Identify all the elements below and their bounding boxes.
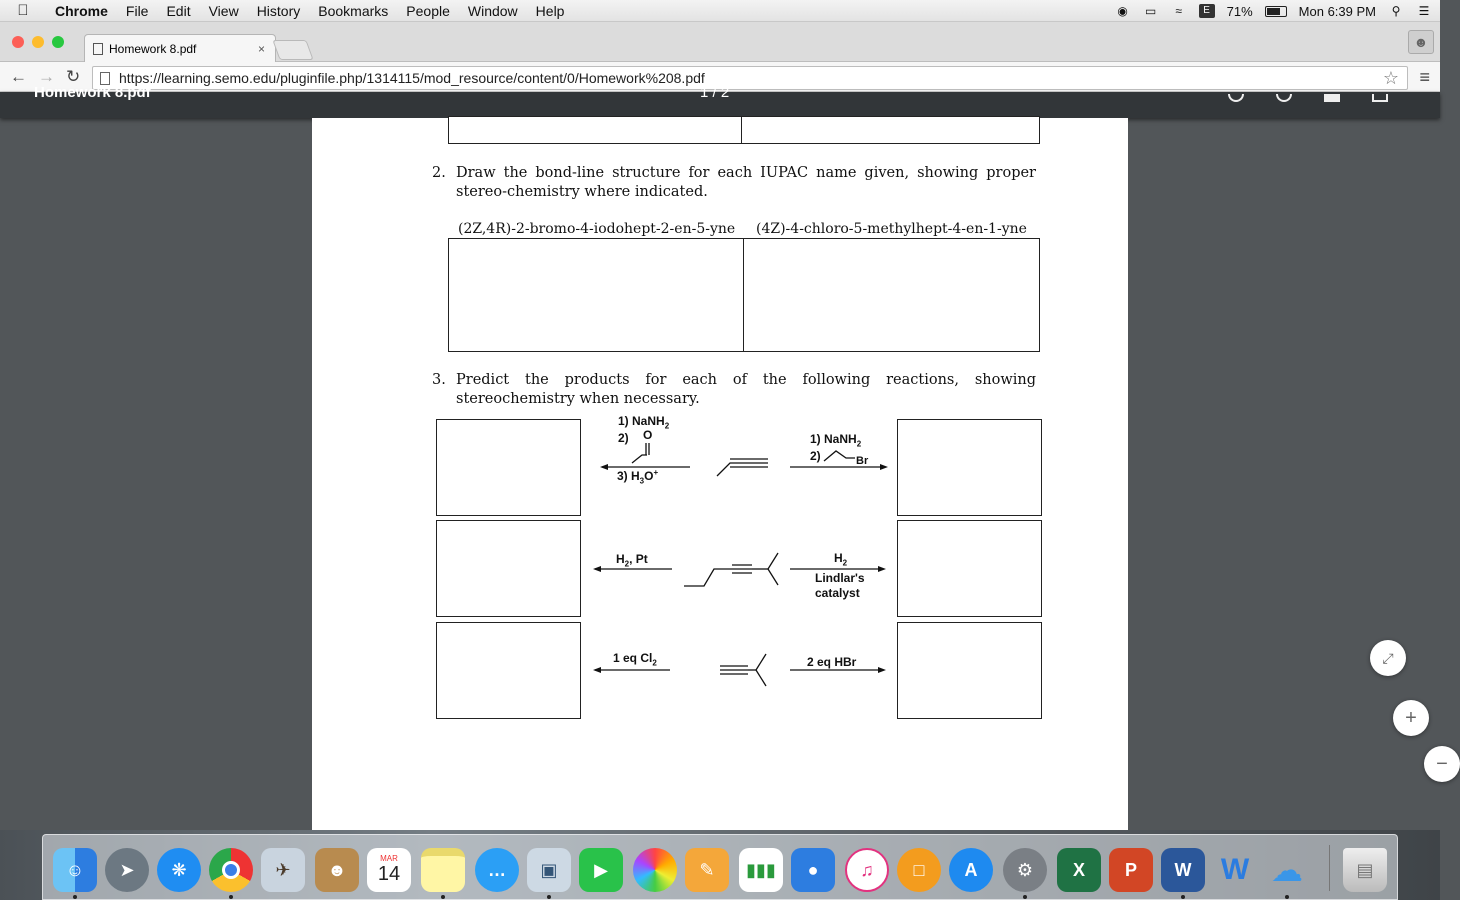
macos-dock — [42, 834, 1398, 900]
fit-to-page-button[interactable]: ⤢ — [1370, 640, 1406, 676]
tab-title: Homework 8.pdf — [109, 41, 197, 56]
product-box-r1-right — [897, 419, 1042, 516]
r1-allyl-bromide-structure — [824, 451, 855, 461]
launchpad-icon[interactable]: ➤ — [105, 848, 149, 892]
onedrive-cloud-icon[interactable]: ☁ — [1271, 852, 1303, 888]
q3-number: 3. — [432, 372, 446, 388]
finder-icon[interactable]: ☺ — [53, 848, 97, 892]
q2-answer-box — [448, 238, 1040, 352]
tab-close-button[interactable]: × — [257, 41, 265, 56]
reload-icon[interactable]: ↻ — [66, 67, 81, 86]
q1-answer-box-left — [448, 116, 742, 144]
pdf-page — [312, 118, 1128, 830]
powerpoint-icon[interactable]: P — [1109, 848, 1153, 892]
system-preferences-icon[interactable]: ⚙ — [1003, 848, 1047, 892]
keyboard-input-icon[interactable]: E — [1199, 4, 1215, 18]
r2-left-reagent: $H_2$, Pt — [616, 552, 648, 569]
menu-help[interactable]: Help — [535, 2, 565, 19]
window-close-button[interactable] — [12, 36, 24, 48]
tab-homework-pdf[interactable] — [84, 34, 276, 62]
q2-name-left: (2Z,4R)-2-bromo-4-iodohept-2-en-5-yne — [458, 221, 736, 237]
window-zoom-button[interactable] — [52, 36, 64, 48]
r1-left-aldehyde-oxygen: O — [643, 428, 653, 442]
r1-right-bromide: Br — [856, 455, 869, 467]
menu-app-chrome[interactable]: Chrome — [55, 2, 108, 19]
running-indicator-preview — [547, 895, 551, 899]
airplay-icon[interactable]: ▭ — [1144, 4, 1157, 18]
profile-avatar-icon[interactable]: ☻ — [1408, 30, 1434, 54]
bookmark-star-icon[interactable]: ☆ — [1382, 68, 1399, 88]
facetime-icon[interactable]: ▶ — [579, 848, 623, 892]
q2-answer-divider — [743, 238, 744, 352]
running-indicator-word — [1181, 895, 1185, 899]
tab-strip — [0, 22, 1440, 62]
mail-eagle-icon[interactable]: ✈ — [261, 848, 305, 892]
r3-right-arrowhead — [878, 667, 886, 673]
itunes-icon[interactable]: ♫ — [845, 848, 889, 892]
running-indicator-system-preferences — [1023, 895, 1027, 899]
app-store-icon[interactable]: A — [949, 848, 993, 892]
battery-percent: 71% — [1226, 3, 1253, 19]
download-icon[interactable] — [1324, 94, 1340, 102]
messages-icon[interactable]: … — [475, 848, 519, 892]
menu-file[interactable]: File — [125, 2, 149, 19]
r3-left-reagent: 1 eq $Cl_2$ — [613, 651, 657, 668]
excel-icon[interactable]: X — [1057, 848, 1101, 892]
notes-icon[interactable] — [421, 848, 465, 892]
r2-right-catalyst: catalyst — [815, 586, 860, 600]
window-minimize-button[interactable] — [32, 36, 44, 48]
onenote-icon[interactable]: W — [1220, 853, 1250, 886]
r2-right-arrowhead — [878, 566, 886, 572]
pdf-title: Homework 8.pdf — [34, 84, 151, 101]
address-bar[interactable] — [92, 66, 1408, 90]
chrome-menu-icon[interactable]: ≡ — [1419, 67, 1430, 87]
pages-icon[interactable]: ✎ — [685, 848, 729, 892]
running-indicator-chrome — [229, 895, 233, 899]
pdf-viewer-toolbar — [0, 84, 1440, 118]
q1-answer-box-right — [741, 116, 1040, 144]
running-indicator-finder — [73, 895, 77, 899]
q3-text: Predict the products for each of the following reactions, showing stereochemistry when necessary. — [456, 372, 1036, 407]
keynote-icon[interactable]: ● — [791, 848, 835, 892]
zoom-in-button[interactable]: + — [1393, 700, 1429, 736]
r2-left-arrowhead — [593, 566, 601, 572]
clock[interactable]: Mon 6:39 PM — [1298, 3, 1376, 19]
wifi-icon[interactable]: ≈ — [1175, 4, 1182, 18]
ibooks-icon[interactable]: □ — [897, 848, 941, 892]
r1-left-step2: 2) — [618, 431, 629, 445]
q2-name-right: (4Z)-4-chloro-5-methylhept-4-en-1-yne — [756, 221, 1027, 237]
menu-window[interactable]: Window — [467, 2, 518, 19]
url-text[interactable]: https://learning.semo.edu/pluginfile.php/1314115/mod_resource/content/0/Homework%208.pdf — [119, 70, 705, 86]
vpn-status-icon[interactable]: ◉ — [1117, 4, 1128, 18]
product-box-r2-right — [897, 520, 1042, 617]
r2-alkyne-structure — [684, 569, 732, 586]
menu-edit[interactable]: Edit — [166, 2, 191, 19]
notification-center-icon[interactable]: ☰ — [1418, 4, 1430, 18]
menu-bookmarks[interactable]: Bookmarks — [318, 2, 389, 19]
r3-right-reagent: 2 eq HBr — [807, 655, 857, 669]
contacts-icon[interactable]: ☻ — [315, 848, 359, 892]
word-icon[interactable]: W — [1161, 848, 1205, 892]
product-box-r3-left — [436, 622, 581, 719]
q2-number: 2. — [432, 165, 446, 181]
print-icon[interactable] — [1372, 94, 1388, 102]
r3-left-arrowhead — [593, 667, 601, 673]
spotlight-search-icon[interactable]: ⚲ — [1391, 4, 1401, 18]
zoom-out-button[interactable]: − — [1424, 746, 1460, 782]
r1-left-step1: 1) NaNH$_2$ — [618, 414, 670, 431]
safari-icon[interactable]: ❋ — [157, 848, 201, 892]
r2-right-lindlar: Lindlar's — [815, 571, 865, 585]
dock-separator — [1329, 845, 1330, 891]
battery-icon[interactable] — [1265, 6, 1287, 17]
r1-propanal-structure — [632, 455, 647, 463]
r1-propyne-structure — [717, 463, 768, 476]
macos-menu-bar — [0, 0, 1440, 22]
r1-left-arrowhead — [600, 464, 608, 470]
product-box-r2-left — [436, 520, 581, 617]
forward-arrow-icon[interactable]: → — [38, 67, 55, 86]
running-indicator-onedrive — [1285, 895, 1289, 899]
calendar-month: MAR — [380, 854, 398, 863]
apple-menu-icon[interactable] — [0, 2, 46, 19]
running-indicator-notes — [441, 895, 445, 899]
q2-text: Draw the bond-line structure for each IUPAC name given, showing proper stereo-chemistry where indicated. — [456, 165, 1036, 200]
product-box-r3-right — [897, 622, 1042, 719]
calendar-icon[interactable] — [367, 848, 411, 892]
photos-icon[interactable] — [633, 848, 677, 892]
document-icon — [93, 43, 103, 55]
menu-history[interactable]: History — [256, 2, 301, 19]
chrome-icon[interactable] — [209, 848, 253, 892]
r2-right-reagent: $H_2$ — [834, 551, 848, 568]
page-counter[interactable]: 1 / 2 — [700, 84, 730, 101]
menu-people[interactable]: People — [406, 2, 450, 19]
new-tab-button[interactable] — [272, 40, 313, 60]
r1-right-step2: 2) — [810, 449, 821, 463]
r1-left-step3: 3) $H_3O^+$ — [617, 468, 659, 486]
menu-view[interactable]: View — [208, 2, 239, 19]
numbers-icon[interactable]: ▮▮▮ — [739, 848, 783, 892]
product-box-r1-left — [436, 419, 581, 516]
preview-icon[interactable]: ▣ — [527, 848, 571, 892]
r1-right-arrowhead — [880, 464, 888, 470]
back-arrow-icon[interactable]: ← — [10, 67, 27, 86]
trash-icon[interactable]: ▤ — [1343, 848, 1387, 892]
rotate-clockwise-icon[interactable] — [1276, 94, 1292, 102]
rotate-counterclockwise-icon[interactable] — [1228, 94, 1244, 102]
calendar-day: 14 — [377, 863, 401, 885]
r1-right-step1: 1) NaNH$_2$ — [810, 432, 862, 449]
